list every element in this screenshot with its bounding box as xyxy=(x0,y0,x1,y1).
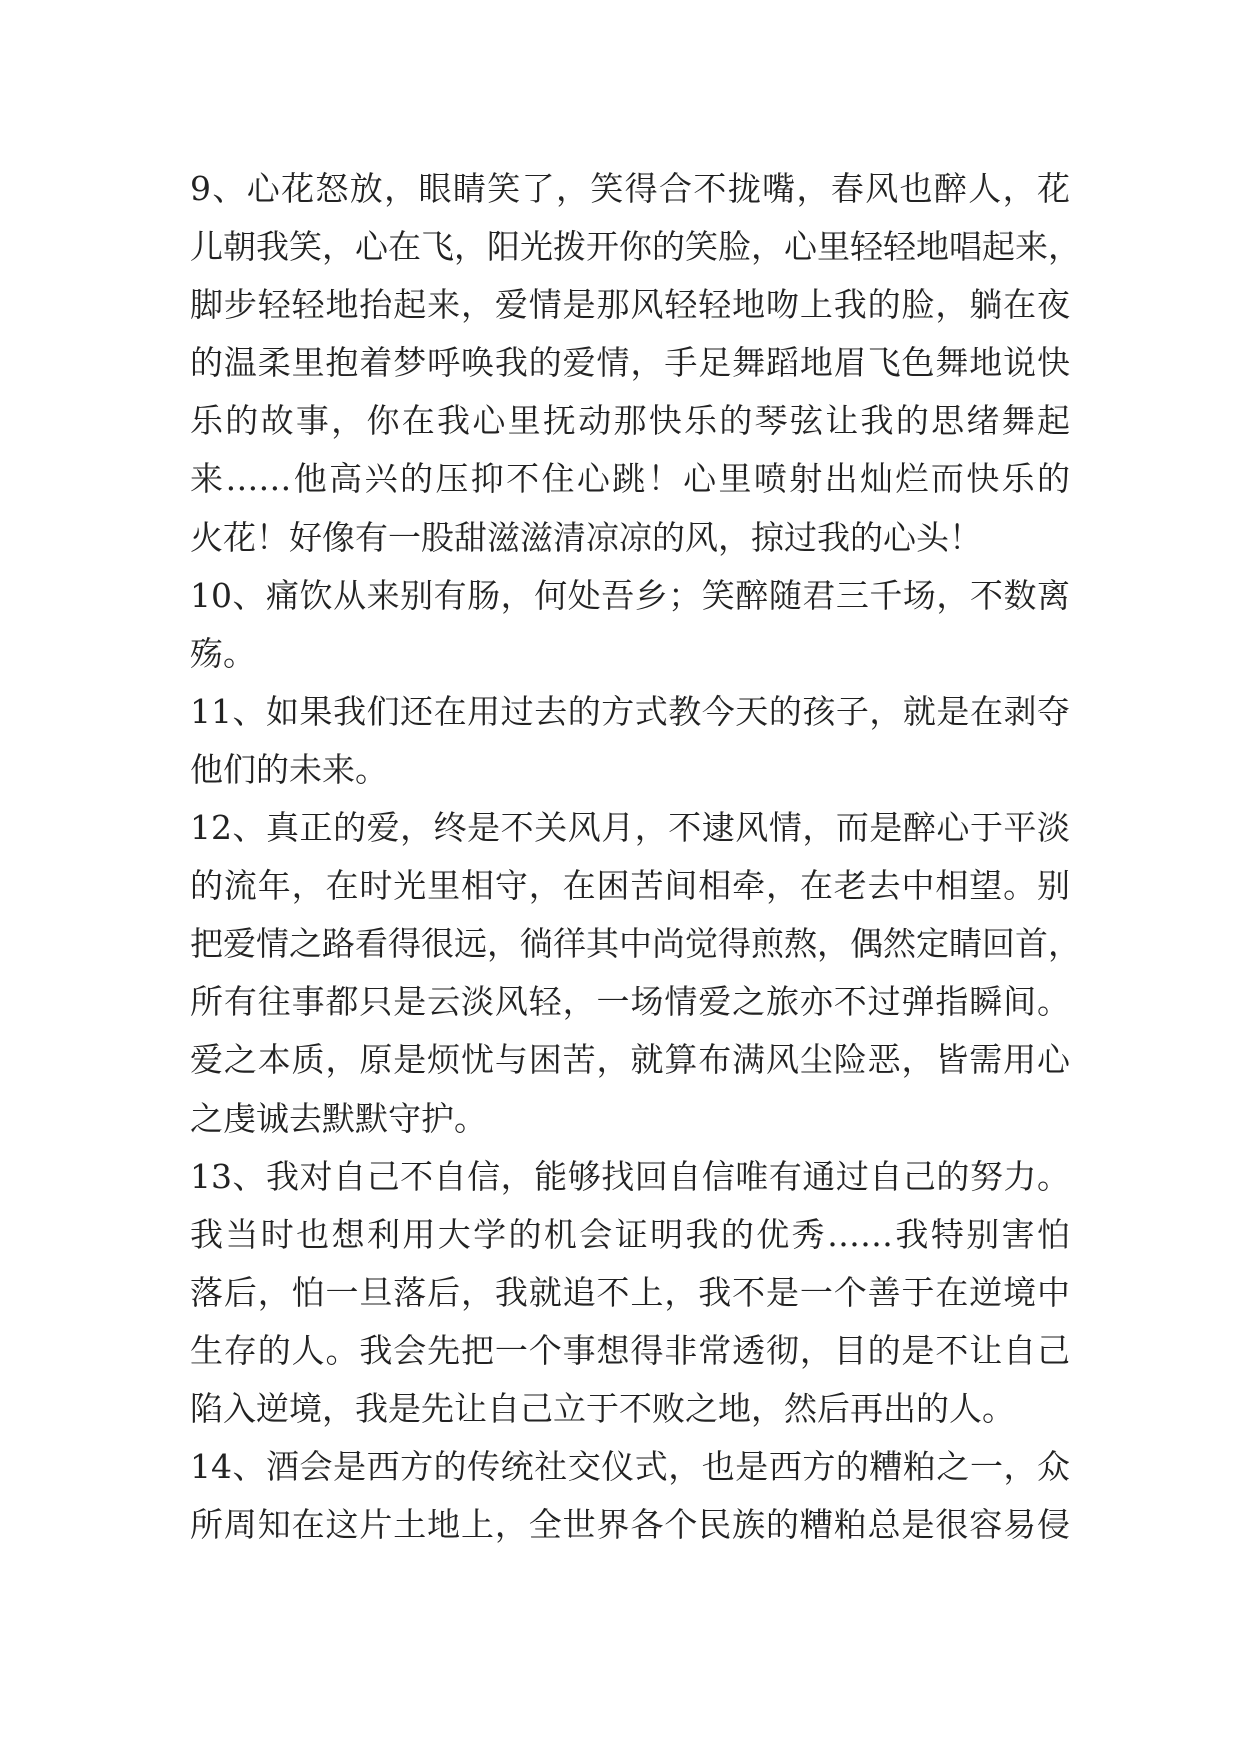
text-line: 11、如果我们还在用过去的方式教今天的孩子，就是在剥夺 xyxy=(190,691,1070,731)
text-line: 来……他高兴的压抑不住心跳！心里喷射出灿烂而快乐的 xyxy=(190,459,1070,499)
text-line: 爱之本质，原是烦忧与困苦，就算布满风尘险恶，皆需用心 xyxy=(190,1040,1070,1080)
text-line: 所周知在这片土地上，全世界各个民族的糟粕总是很容易侵 xyxy=(190,1505,1070,1545)
text-line: 儿朝我笑，心在飞，阳光拨开你的笑脸，心里轻轻地唱起来， xyxy=(190,227,1081,267)
paragraph-13 xyxy=(190,1148,1070,1438)
paragraph-12 xyxy=(190,799,1081,1148)
text-line: 9、心花怒放，眼睛笑了，笑得合不拢嘴，春风也醉人，花 xyxy=(190,169,1070,208)
text-line: 殇。 xyxy=(190,633,256,673)
text-line: 的流年，在时光里相守，在困苦间相牵，在老去中相望。别 xyxy=(190,866,1070,906)
text-line: 生存的人。我会先把一个事想得非常透彻，目的是不让自己 xyxy=(190,1330,1070,1370)
text-line: 之虔诚去默默守护。 xyxy=(190,1098,487,1138)
paragraph-11 xyxy=(190,683,1070,799)
text-line: 火花！好像有一股甜滋滋清凉凉的风，掠过我的心头！ xyxy=(190,517,982,557)
paragraph-10 xyxy=(190,567,1070,683)
text-line: 13、我对自己不自信，能够找回自信唯有通过自己的努力。 xyxy=(190,1156,1070,1196)
text-line: 落后，怕一旦落后，我就追不上，我不是一个善于在逆境中 xyxy=(190,1272,1070,1312)
text-line: 他们的未来。 xyxy=(190,749,388,789)
text-line: 10、痛饮从来别有肠，何处吾乡；笑醉随君三千场，不数离 xyxy=(190,575,1070,615)
text-line: 14、酒会是西方的传统社交仪式，也是西方的糟粕之一，众 xyxy=(190,1447,1070,1487)
paragraph-14 xyxy=(190,1438,1070,1554)
text-line: 脚步轻轻地抬起来，爱情是那风轻轻地吻上我的脸，躺在夜 xyxy=(190,285,1070,325)
paragraph-9 xyxy=(190,160,1081,567)
text-line: 的温柔里抱着梦呼唤我的爱情，手足舞蹈地眉飞色舞地说快 xyxy=(190,343,1070,383)
text-line: 把爱情之路看得很远，徜徉其中尚觉得煎熬，偶然定睛回首， xyxy=(190,924,1081,964)
text-line: 乐的故事，你在我心里抚动那快乐的琴弦让我的思绪舞起 xyxy=(190,401,1070,441)
text-line: 12、真正的爱，终是不关风月，不逮风情，而是醉心于平淡 xyxy=(190,808,1070,848)
document-body xyxy=(190,160,1081,1554)
text-line: 所有往事都只是云淡风轻，一场情爱之旅亦不过弹指瞬间。 xyxy=(190,982,1070,1022)
text-line: 我当时也想利用大学的机会证明我的优秀……我特别害怕 xyxy=(190,1214,1070,1254)
text-line: 陷入逆境，我是先让自己立于不败之地，然后再出的人。 xyxy=(190,1388,1015,1428)
